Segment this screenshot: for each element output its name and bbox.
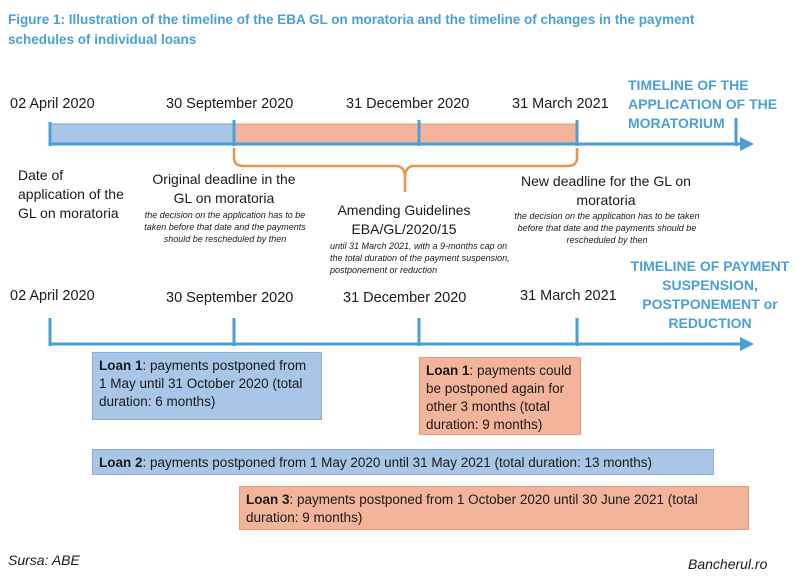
loan3-box <box>239 486 749 530</box>
timeline1-label: TIMELINE OF THE APPLICATION OF THE MORATORIUM <box>628 77 778 131</box>
loan2-text: : payments postponed from 1 May 2020 until 31 May 2021 (total duration: 13 months) <box>142 455 653 470</box>
brand-watermark: Bancherul.ro <box>688 556 768 572</box>
timeline1-date-3: 31 December 2020 <box>346 96 470 112</box>
caption-new-deadline: New deadline for the GL on moratoria <box>521 173 691 208</box>
timeline1-date-1: 02 April 2020 <box>10 96 95 112</box>
loan2-name: Loan 2 <box>99 455 143 470</box>
loan1-initial-name: Loan 1 <box>99 358 143 373</box>
loan3-name: Loan 3 <box>246 492 290 507</box>
source-note: Sursa: ABE <box>8 552 80 568</box>
timeline2-arrowhead <box>740 337 754 351</box>
timeline2-date-1: 02 April 2020 <box>10 288 95 304</box>
timeline1-orange-segment-1 <box>234 124 419 144</box>
caption-new-deadline-note: the decision on the application has to be taken before that date and the payments should be rescheduled by then <box>514 211 700 245</box>
loan1-initial-box <box>92 352 322 420</box>
caption-amending-note: until 31 March 2021, with a 9-months cap on the total duration of the payment suspension, postponement or reduction <box>330 241 510 275</box>
loan1-extension-box <box>419 357 581 435</box>
timeline1-arrowhead <box>740 137 754 151</box>
loan1-extension-name: Loan 1 <box>426 363 470 378</box>
caption-amending-guidelines: Amending Guidelines EBA/GL/2020/15 <box>337 202 471 237</box>
timeline1-date-4: 31 March 2021 <box>512 96 609 112</box>
timeline1-orange-segment-2 <box>419 124 577 144</box>
loan2-box <box>92 449 714 475</box>
caption-original-deadline-note: the decision on the application has to be taken before that date and the payments should be rescheduled by then <box>144 210 306 244</box>
loan1-initial-text: : payments postponed from 1 May until 31 October 2020 (total duration: 6 months) <box>99 358 307 409</box>
timeline2-date-4: 31 March 2021 <box>520 288 617 304</box>
timeline1-blue-segment <box>50 124 234 144</box>
caption-date-of-application: Date of application of the GL on moratoria <box>18 167 124 221</box>
figure-title: Figure 1: Illustration of the timeline of the EBA GL on moratoria and the timeline of changes in the payment schedules of individual loans <box>8 12 695 47</box>
timeline1-date-2: 30 September 2020 <box>166 96 294 112</box>
loan1-extension-text: : payments could be postponed again for other 3 months (total duration: 9 months) <box>426 363 572 432</box>
timeline2-label: TIMELINE OF PAYMENT SUSPENSION, POSTPONEMENT or REDUCTION <box>630 258 790 331</box>
timeline2-date-3: 31 December 2020 <box>343 290 467 306</box>
caption-original-deadline: Original deadline in the GL on moratoria <box>152 171 296 206</box>
loan3-text: : payments postponed from 1 October 2020 until 30 June 2021 (total duration: 9 months) <box>246 492 698 525</box>
timeline2-date-2: 30 September 2020 <box>166 290 294 306</box>
